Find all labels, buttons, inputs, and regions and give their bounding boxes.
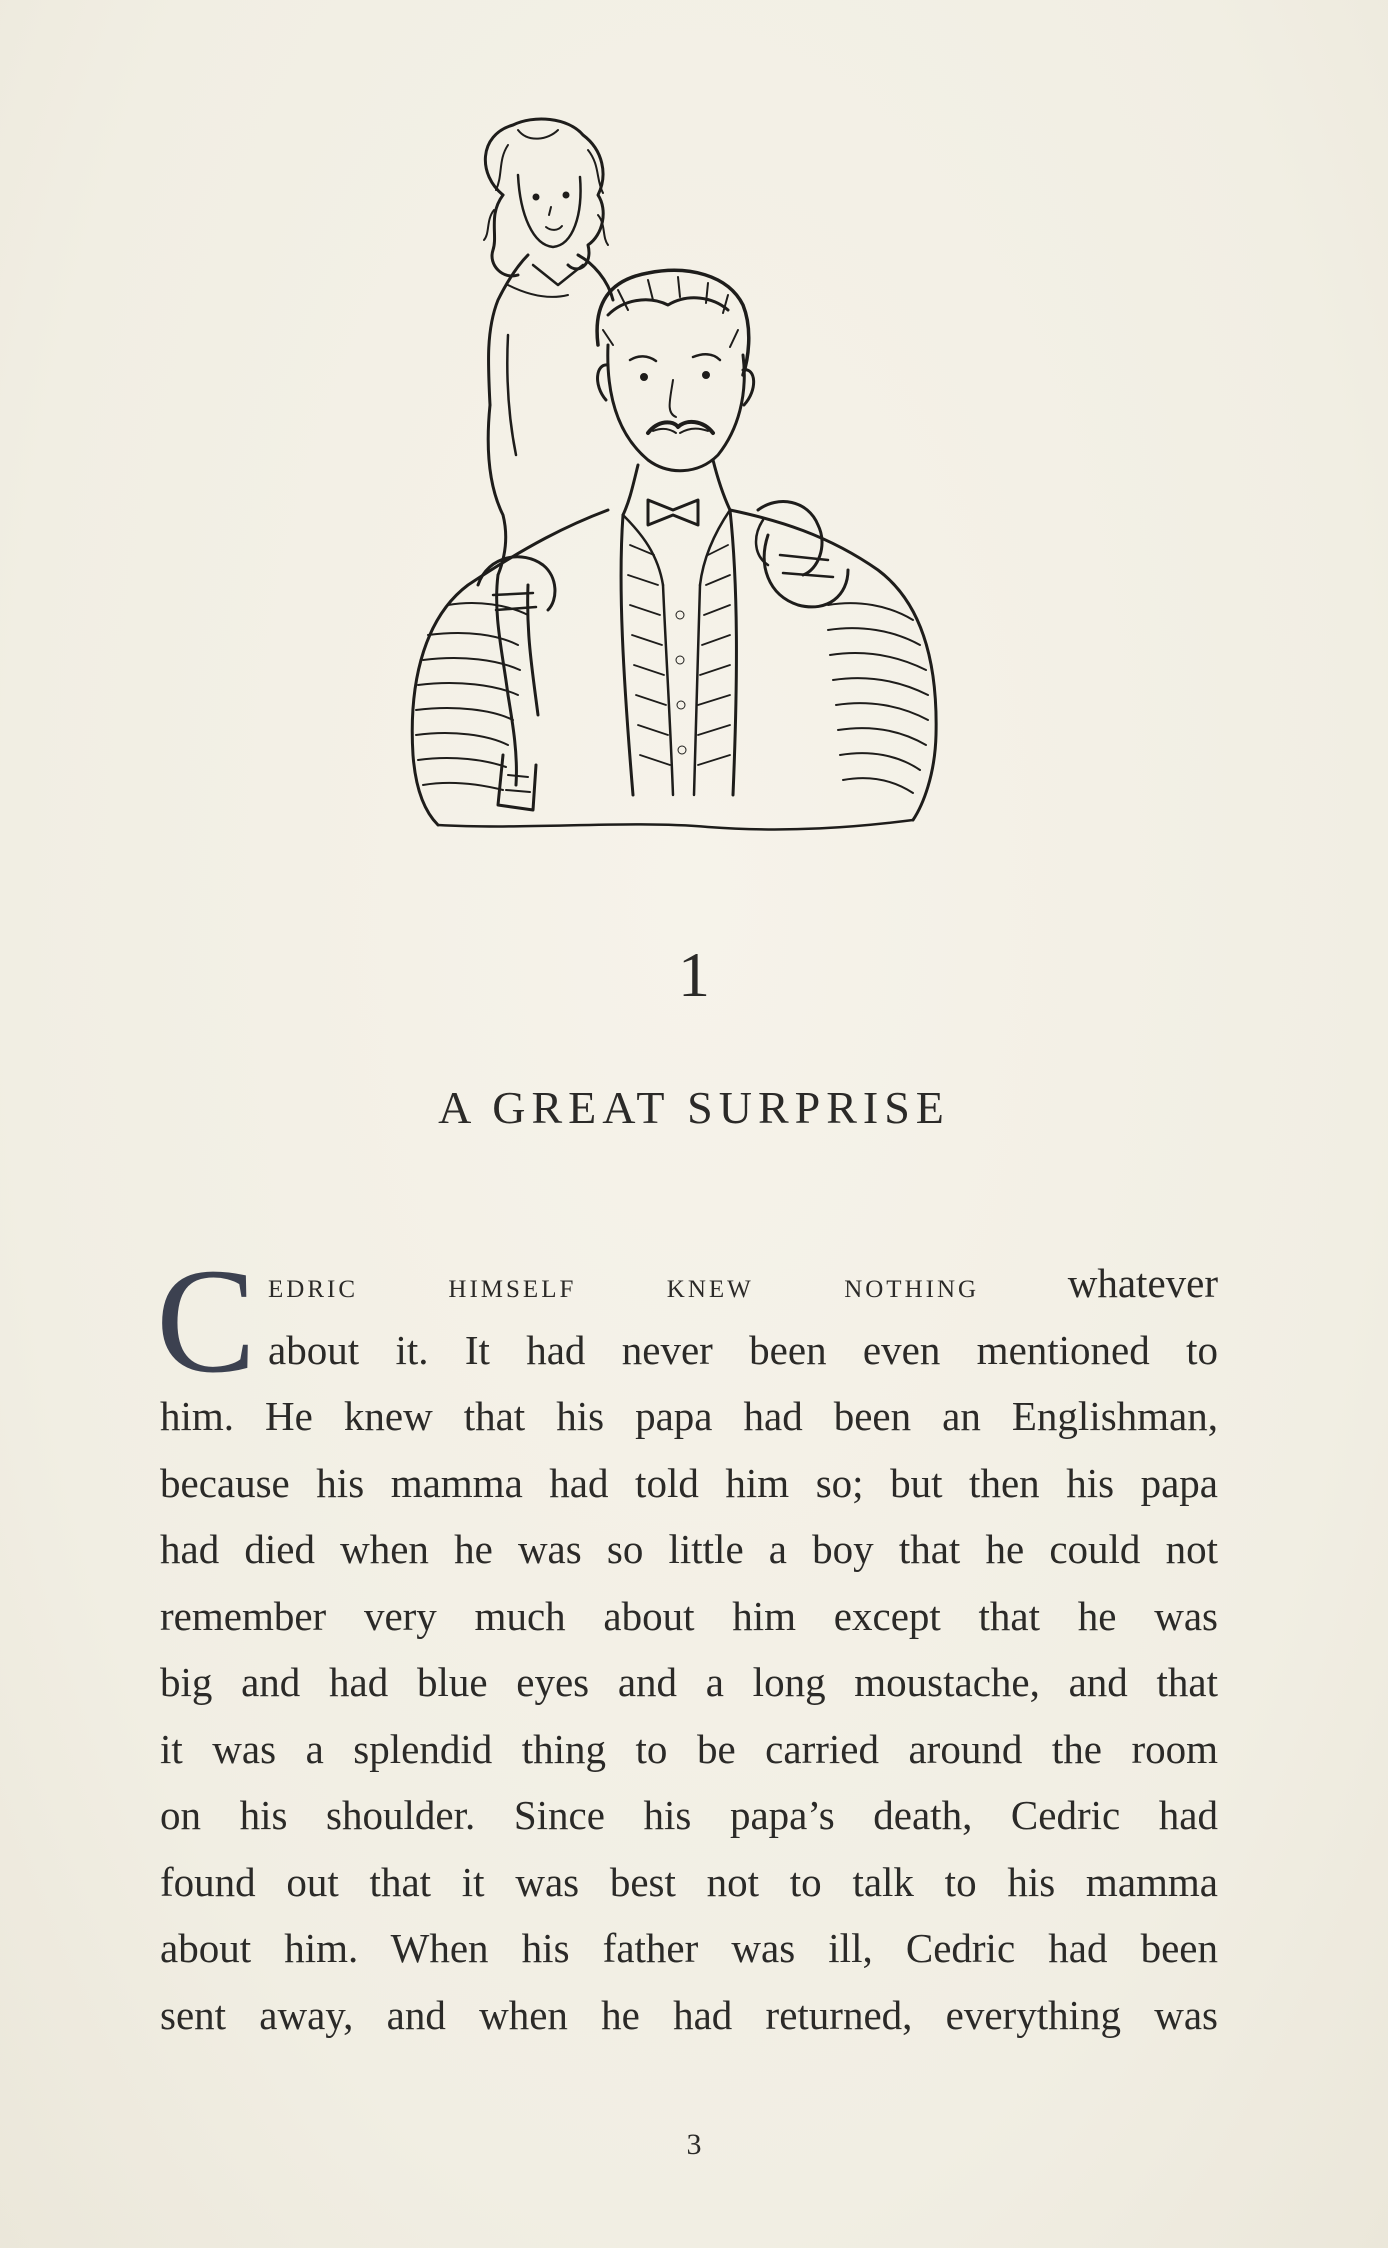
body-line: big and had blue eyes and a long moustache, and that xyxy=(160,1659,1218,1705)
drop-cap: C xyxy=(156,1238,257,1404)
body-line: found out that it was best not to talk to his mamma xyxy=(160,1858,1218,1905)
body-line: remember very much about him except that he was xyxy=(160,1592,1218,1639)
body-line: about him. When his father was ill, Cedric had been xyxy=(160,1925,1218,1971)
opening-smallcaps: edric himself knew nothing xyxy=(268,1265,980,1305)
body-line: about it. It had never been even mentioned to xyxy=(268,1326,1218,1373)
father-carrying-child-illustration xyxy=(408,115,978,865)
chapter-number: 1 xyxy=(678,939,710,1010)
page-number: 3 xyxy=(686,2128,702,2161)
body-line-text: whatever xyxy=(1067,1260,1218,1306)
body-line: because his mamma had told him so; but then his papa xyxy=(160,1459,1218,1506)
body-line: him. He knew that his papa had been an Englishman, xyxy=(160,1393,1218,1439)
body-line: had died when he was so little a boy that he could not xyxy=(160,1526,1218,1572)
chapter-body xyxy=(156,1238,1218,2048)
body-line: sent away, and when he had returned, everything was xyxy=(160,1991,1218,2038)
body-line xyxy=(160,1250,1218,1317)
chapter-title: A GREAT SURPRISE xyxy=(438,1082,950,1133)
body-line: it was a splendid thing to be carried around the room xyxy=(160,1725,1218,1772)
body-line: on his shoulder. Since his papa’s death, Cedric had xyxy=(160,1792,1218,1838)
